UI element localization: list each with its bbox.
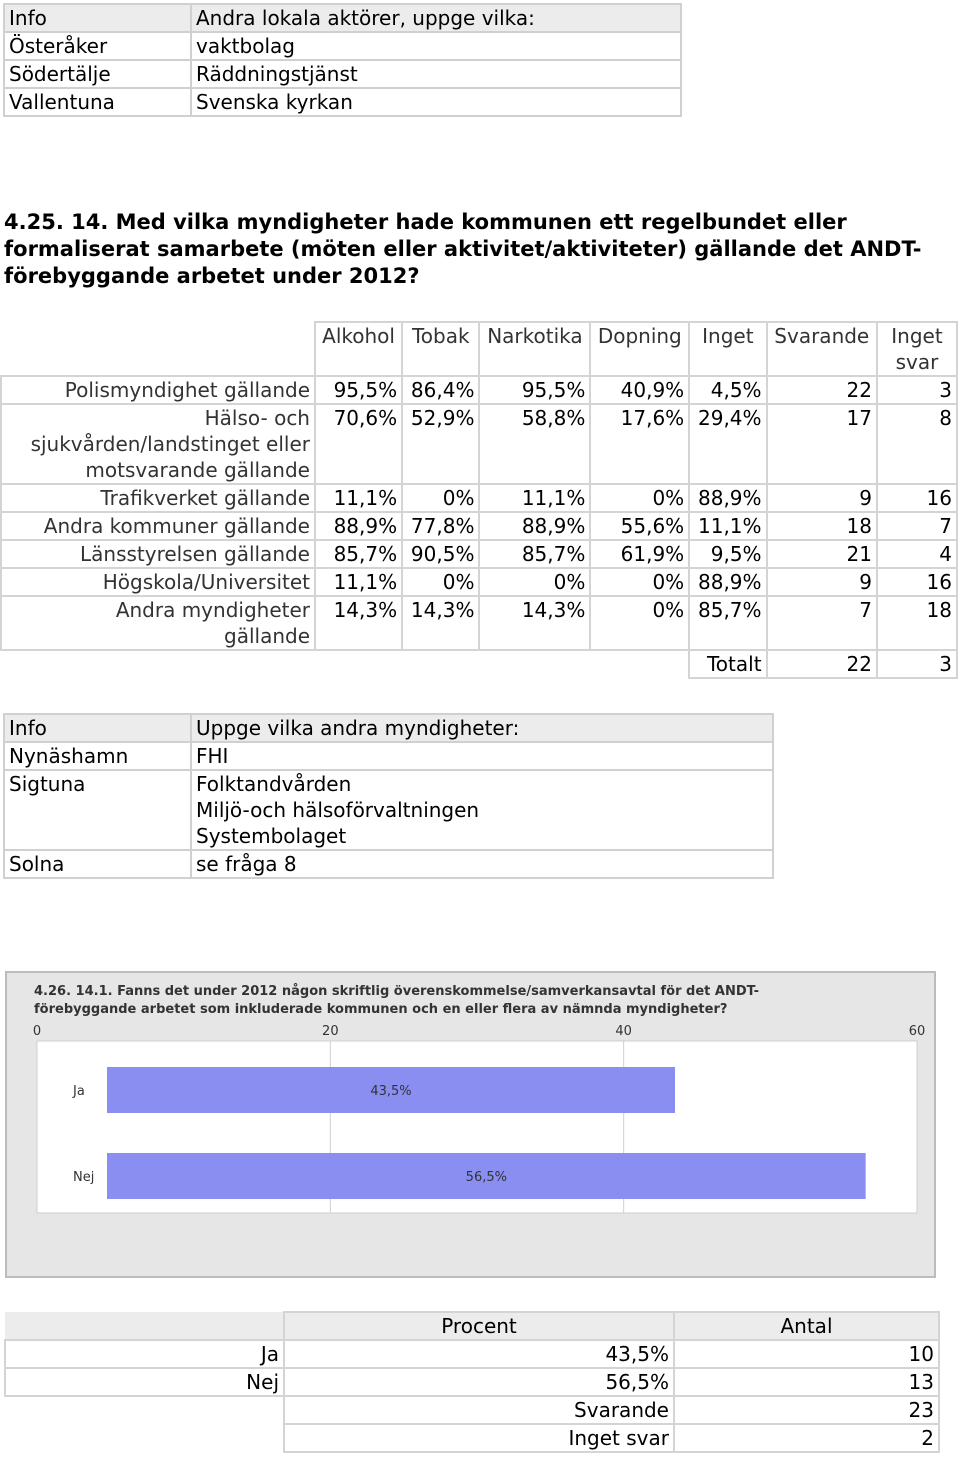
cell: 86,4% [402, 376, 479, 404]
cell: 61,9% [590, 540, 689, 568]
cell: 2 [674, 1424, 939, 1452]
table-row [4, 770, 773, 850]
municipality-cell: Österåker [4, 32, 191, 60]
header-cell: Info [4, 4, 191, 32]
cell: 3 [877, 376, 957, 404]
empty-corner [1, 322, 315, 376]
row-label: Länsstyrelsen gällande [1, 540, 315, 568]
cell: 17,6% [590, 404, 689, 484]
cell: 23 [674, 1396, 939, 1424]
cell: 14,3% [402, 596, 479, 650]
cell: 4 [877, 540, 957, 568]
table-header-row [4, 714, 773, 742]
table-row [4, 88, 681, 116]
cell: 40,9% [590, 376, 689, 404]
table-row [5, 1368, 939, 1396]
header-cell: Uppge vilka andra myndigheter: [191, 714, 773, 742]
table-row [1, 540, 957, 568]
cell: 85,7% [689, 596, 766, 650]
row-label: Andra myndigheter gällande [1, 596, 315, 650]
table-row [4, 742, 773, 770]
table-header-row [4, 4, 681, 32]
col-header: Narkotika [479, 322, 590, 376]
cell: 13 [674, 1368, 939, 1396]
cell: 88,9% [479, 512, 590, 540]
cell: 4,5% [689, 376, 766, 404]
cell: 9 [767, 484, 877, 512]
cell: 29,4% [689, 404, 766, 484]
cell: 21 [767, 540, 877, 568]
total-row [1, 650, 957, 678]
chart-category-label: Nej [73, 1170, 95, 1185]
cell: 88,9% [689, 484, 766, 512]
answer-cell: vaktbolag [191, 32, 681, 60]
col-header: Procent [284, 1312, 674, 1340]
cell: 7 [877, 512, 957, 540]
total-cell: 3 [877, 650, 957, 678]
cell: 14,3% [315, 596, 402, 650]
cell: 88,9% [315, 512, 402, 540]
table-row [5, 1424, 939, 1452]
cell: 85,7% [315, 540, 402, 568]
cell: 58,8% [479, 404, 590, 484]
chart-tick-label: 40 [615, 1024, 632, 1039]
question-heading: 4.25. 14. Med vilka myndigheter hade kommunen ett regelbundet eller formaliserat samarbete (möten eller aktivitet/aktiviteter) gällande det ANDT-förebyggande arbetet under 2012? [4, 210, 922, 288]
cell: 0% [590, 596, 689, 650]
municipality-cell: Södertälje [4, 60, 191, 88]
cell: 0% [590, 484, 689, 512]
cell: 22 [767, 376, 877, 404]
row-label: Nej [5, 1368, 284, 1396]
agreement-summary-table [4, 1311, 940, 1453]
row-label: Högskola/Universitet [1, 568, 315, 596]
chart-category-label: Ja [73, 1084, 85, 1099]
cell: 90,5% [402, 540, 479, 568]
cell: 55,6% [590, 512, 689, 540]
chart-tick-label: 60 [908, 1024, 926, 1039]
cell: 16 [877, 568, 957, 596]
cell: 9,5% [689, 540, 766, 568]
total-cell: 22 [767, 650, 877, 678]
info-table-local-actors [3, 3, 682, 117]
cell: 8 [877, 404, 957, 484]
table-row [1, 512, 957, 540]
cell: 11,1% [479, 484, 590, 512]
cell: 7 [767, 596, 877, 650]
cell: 70,6% [315, 404, 402, 484]
chart-title-line: 4.26. 14.1. Fanns det under 2012 någon skriftlig överenskommelse/samverkansavtal för det ANDT- [34, 984, 759, 999]
col-header: Svarande [767, 322, 877, 376]
answer-cell: Räddningstjänst [191, 60, 681, 88]
row-label: Trafikverket gällande [1, 484, 315, 512]
cell: 85,7% [479, 540, 590, 568]
row-label: Polismyndighet gällande [1, 376, 315, 404]
cell: 56,5% [284, 1368, 674, 1396]
table-row [4, 850, 773, 878]
table-row [1, 568, 957, 596]
agreement-bar-chart [5, 971, 936, 1278]
row-label: Hälso- och sjukvården/landstinget eller motsvarande gällande [1, 404, 315, 484]
cell: 11,1% [689, 512, 766, 540]
summary-header-row [5, 1312, 939, 1340]
answer-cell: Svenska kyrkan [191, 88, 681, 116]
table-row [1, 404, 957, 484]
cell: 0% [402, 484, 479, 512]
col-header: Tobak [402, 322, 479, 376]
info-table-other-authorities [3, 713, 774, 879]
cell: 10 [674, 1340, 939, 1368]
cell: 43,5% [284, 1340, 674, 1368]
cell: 0% [402, 568, 479, 596]
table-row [1, 596, 957, 650]
col-header: Inget svar [877, 322, 957, 376]
table-row [4, 32, 681, 60]
answer-cell: se fråga 8 [191, 850, 773, 878]
col-header: Alkohol [315, 322, 402, 376]
table-row [1, 484, 957, 512]
cell: 77,8% [402, 512, 479, 540]
cell: 0% [590, 568, 689, 596]
answer-cell: Folktandvården Miljö-och hälsoförvaltningen Systembolaget [191, 770, 773, 850]
table-row [4, 60, 681, 88]
table-row [1, 376, 957, 404]
municipality-cell: Sigtuna [4, 770, 191, 850]
chart-data-label: 56,5% [465, 1170, 507, 1185]
cell: 52,9% [402, 404, 479, 484]
row-label: Inget svar [284, 1424, 674, 1452]
municipality-cell: Vallentuna [4, 88, 191, 116]
chart-svg [7, 973, 934, 1276]
total-label: Totalt [689, 650, 766, 678]
col-header: Inget [689, 322, 766, 376]
row-label: Ja [5, 1340, 284, 1368]
matrix-header-row [1, 322, 957, 376]
municipality-cell: Nynäshamn [4, 742, 191, 770]
row-label: Svarande [284, 1396, 674, 1424]
col-header: Dopning [590, 322, 689, 376]
cell: 18 [767, 512, 877, 540]
table-row [5, 1340, 939, 1368]
header-cell: Andra lokala aktörer, uppge vilka: [191, 4, 681, 32]
cell: 18 [877, 596, 957, 650]
table-row [5, 1396, 939, 1424]
cell: 95,5% [315, 376, 402, 404]
chart-title-line: förebyggande arbetet som inkluderade kommunen och en eller flera av nämnda myndigheter? [34, 1002, 728, 1017]
chart-tick-label: 0 [32, 1024, 42, 1039]
chart-data-label: 43,5% [370, 1084, 412, 1099]
header-cell: Info [4, 714, 191, 742]
cell: 11,1% [315, 484, 402, 512]
municipality-cell: Solna [4, 850, 191, 878]
chart-tick-label: 20 [322, 1024, 339, 1039]
cell: 95,5% [479, 376, 590, 404]
cell: 14,3% [479, 596, 590, 650]
cell: 16 [877, 484, 957, 512]
cell: 88,9% [689, 568, 766, 596]
col-header: Antal [674, 1312, 939, 1340]
cell: 9 [767, 568, 877, 596]
cell: 11,1% [315, 568, 402, 596]
answer-cell: FHI [191, 742, 773, 770]
row-label: Andra kommuner gällande [1, 512, 315, 540]
authorities-matrix-table [0, 321, 958, 679]
cell: 0% [479, 568, 590, 596]
cell: 17 [767, 404, 877, 484]
